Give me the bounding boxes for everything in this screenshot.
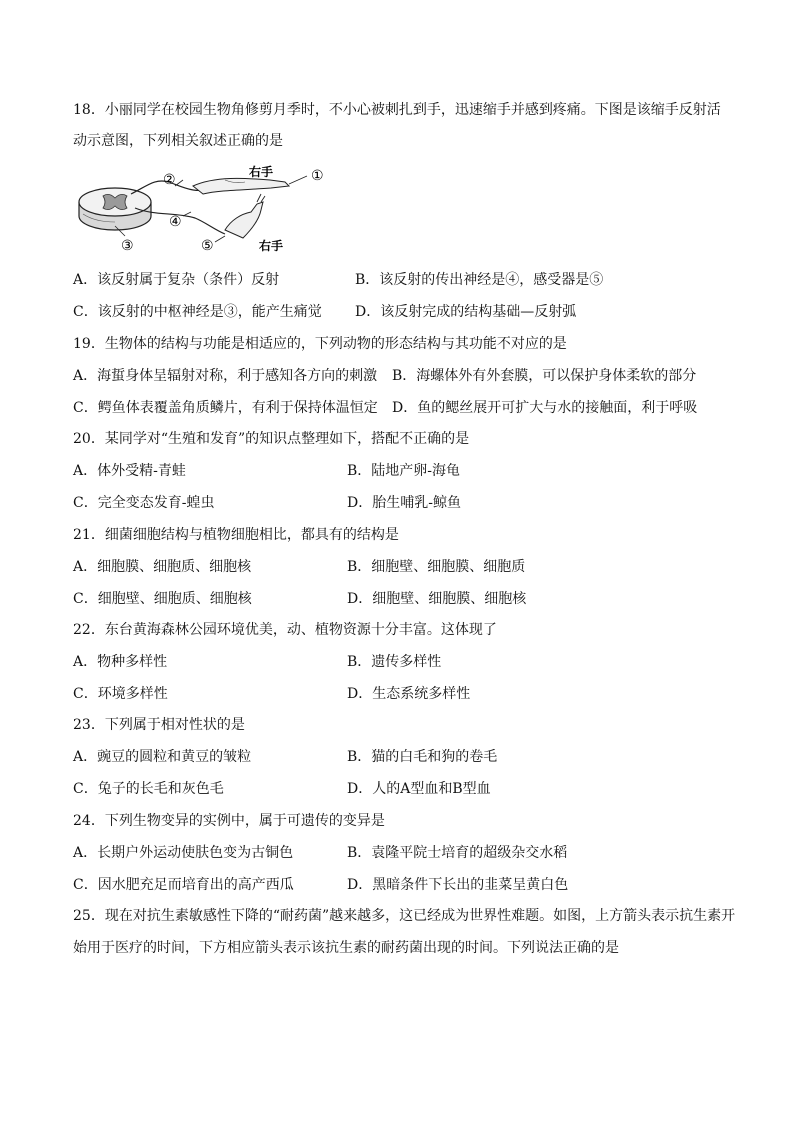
reflex-arc-figure (75, 164, 340, 260)
label-4: ④ (169, 214, 182, 230)
q25-stem-line-2: 始用于医疗的时间，下方相应箭头表示该抗生素的耐药菌出现的时间。下列说法正确的是 (73, 940, 619, 956)
q19-option-a: A．海蜇身体呈辐射对称，利于感知各方向的刺激 (73, 368, 378, 384)
hand-label-bottom: 右手 (259, 239, 284, 253)
q22-option-c: C．环境多样性 (73, 686, 168, 702)
q18-option-b: B．该反射的传出神经是④，感受器是⑤ (355, 272, 604, 288)
q24-option-a: A．长期户外运动使肤色变为古铜色 (73, 845, 294, 861)
label-5: ⑤ (201, 238, 214, 254)
q23-option-a: A．豌豆的圆粒和黄豆的皱粒 (73, 749, 252, 765)
q24-option-c: C．因水肥充足而培育出的高产西瓜 (73, 877, 294, 893)
q22-option-b: B．遗传多样性 (347, 654, 442, 670)
q19-stem: 19．生物体的结构与功能是相适应的，下列动物的形态结构与其功能不对应的是 (73, 336, 567, 352)
q20-option-b: B．陆地产卵-海龟 (347, 463, 461, 479)
q25-stem-line-1: 25．现在对抗生素敏感性下降的“耐药菌”越来越多，这已经成为世界性难题。如图，上方箭头表示抗生素开 (73, 908, 736, 924)
q18-stem-line-1: 18．小丽同学在校园生物角修剪月季时，不小心被刺扎到手，迅速缩手并感到疼痛。下图是该缩手反射活 (73, 102, 721, 118)
q21-option-c: C．细胞壁、细胞质、细胞核 (73, 591, 252, 607)
q21-option-d: D．细胞壁、细胞膜、细胞核 (347, 591, 527, 607)
q18-option-a: A．该反射属于复杂（条件）反射 (73, 272, 280, 288)
reflex-arc-diagram (75, 164, 340, 260)
q22-option-d: D．生态系统多样性 (347, 686, 471, 702)
right-arm-bottom-drawing (225, 202, 263, 238)
q20-stem: 20．某同学对“生殖和发育”的知识点整理如下，搭配不正确的是 (73, 431, 470, 447)
label-2: ② (163, 172, 176, 188)
spinal-cord-drawing (79, 188, 151, 230)
q21-stem: 21．细菌细胞结构与植物细胞相比，都具有的结构是 (73, 527, 399, 543)
q20-option-d: D．胎生哺乳-鲸鱼 (347, 495, 461, 511)
q18-option-d: D．该反射完成的结构基础—反射弧 (355, 304, 577, 320)
q22-stem: 22．东台黄海森林公园环境优美，动、植物资源十分丰富。这体现了 (73, 622, 497, 638)
q24-option-d: D．黑暗条件下长出的韭菜呈黄白色 (347, 877, 569, 893)
q19-option-d: D．鱼的鳃丝展开可扩大与水的接触面，利于呼吸 (392, 400, 698, 416)
label-3: ③ (121, 238, 134, 254)
hand-label-top: 右手 (249, 165, 274, 179)
q23-option-d: D．人的A型血和B型血 (347, 781, 491, 797)
q24-stem: 24．下列生物变异的实例中，属于可遗传的变异是 (73, 813, 385, 829)
q20-option-c: C．完全变态发育-蝗虫 (73, 495, 215, 511)
label-1: ① (311, 168, 324, 184)
q19-option-b: B．海螺体外有外套膜，可以保护身体柔软的部分 (392, 368, 697, 384)
q18-stem-line-2: 动示意图，下列相关叙述正确的是 (73, 133, 283, 149)
q20-option-a: A．体外受精-青蛙 (73, 463, 186, 479)
q18-option-c: C．该反射的中枢神经是③，能产生痛觉 (73, 304, 322, 320)
q23-option-b: B．猫的白毛和狗的卷毛 (347, 749, 498, 765)
q21-option-b: B．细胞壁、细胞膜、细胞质 (347, 559, 526, 575)
q23-option-c: C．兔子的长毛和灰色毛 (73, 781, 224, 797)
q24-option-b: B．袁隆平院士培育的超级杂交水稻 (347, 845, 568, 861)
right-arm-top-drawing (193, 178, 289, 194)
q23-stem: 23．下列属于相对性状的是 (73, 717, 245, 733)
q19-option-c: C．鳄鱼体表覆盖角质鳞片，有利于保持体温恒定 (73, 400, 378, 416)
q22-option-a: A．物种多样性 (73, 654, 168, 670)
q21-option-a: A．细胞膜、细胞质、细胞核 (73, 559, 252, 575)
